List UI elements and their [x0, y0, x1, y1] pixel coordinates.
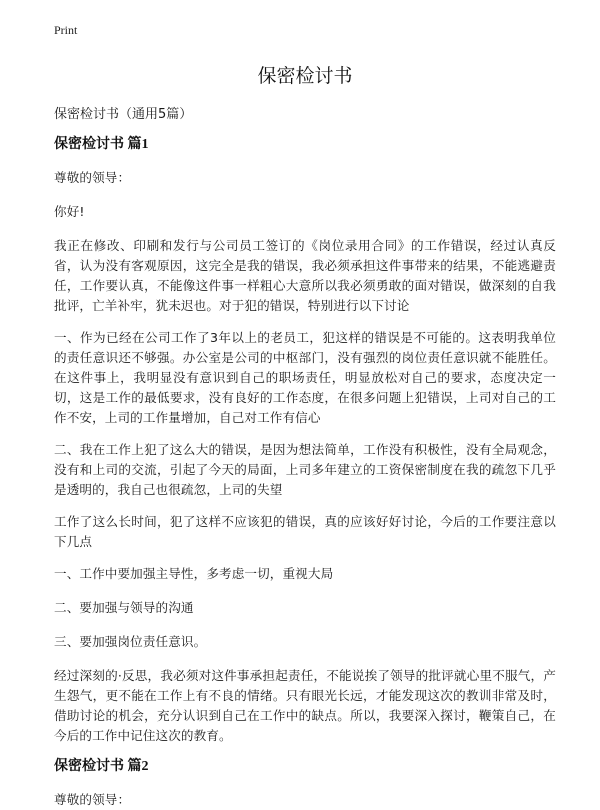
document-subtitle: 保密检讨书（通用5篇） — [54, 107, 193, 122]
paragraph: 经过深刻的·反思，我必须对这件事承担起责任，不能说挨了领导的批评就心里不服气，产生怨气，更不能在工作上有不良的情绪。只有眼光长远，才能发现这次的教训非常及时，借助讨论的机会，充分认识到自己在工作中的缺点。所以，我要深入探讨，鞭策自己，在今后的工作中记住这次的教育。 — [54, 668, 556, 743]
print-label[interactable]: Print — [54, 23, 78, 37]
paragraph: 二、我在工作上犯了这么大的错误，是因为想法简单，工作没有积极性，没有全局观念，没有和上司的交流，引起了今天的局面，上司多年建立的工资保密制度在我的疏忽下几乎是透明的，我自己也很疏忽，上司的失望 — [54, 442, 556, 497]
list-item: 二、要加强与领导的沟通 — [54, 600, 194, 615]
paragraph: 一、作为已经在公司工作了3年以上的老员工，犯这样的错误是不可能的。这表明我单位的责任意识还不够强。办公室是公司的中枢部门，没有强烈的岗位责任意识就不能胜任。在这件事上，我明显没有意识到自己的职场责任，明显放松对自己的要求，态度决定一切，这是工作的最低要求，没有良好的工作态度，在很多问题上犯错误，上司对自己的工作不安，上司的工作量增加，自己对工作有信心 — [54, 330, 556, 425]
paragraph: 我正在修改、印刷和发行与公司员工签订的《岗位录用合同》的工作错误，经过认真反省，认为没有客观原因，这完全是我的错误，我必须承担这件事带来的结果，不能逃避责任，工作要认真，不能像这件事一样粗心大意所以我必须勇敢的面对错误，做深刻的自我批评，亡羊补牢，犹未迟也。对于犯的错误，特别进行以下讨论 — [54, 238, 556, 313]
paragraph: 工作了这么长时间，犯了这样不应该犯的错误，真的应该好好讨论，今后的工作要注意以下几点 — [54, 514, 556, 549]
section-heading-2: 保密检讨书 篇2 — [54, 759, 149, 774]
greeting: 你好! — [54, 204, 85, 219]
page-title: 保密检讨书 — [257, 65, 353, 87]
list-item: 三、要加强岗位责任意识。 — [54, 634, 207, 649]
salutation: 尊敬的领导： — [54, 170, 131, 185]
section-heading-1: 保密检讨书 篇1 — [54, 137, 149, 152]
list-item: 一、工作中要加强主导性，多考虑一切，重视大局 — [54, 566, 334, 581]
salutation: 尊敬的领导： — [54, 792, 131, 807]
